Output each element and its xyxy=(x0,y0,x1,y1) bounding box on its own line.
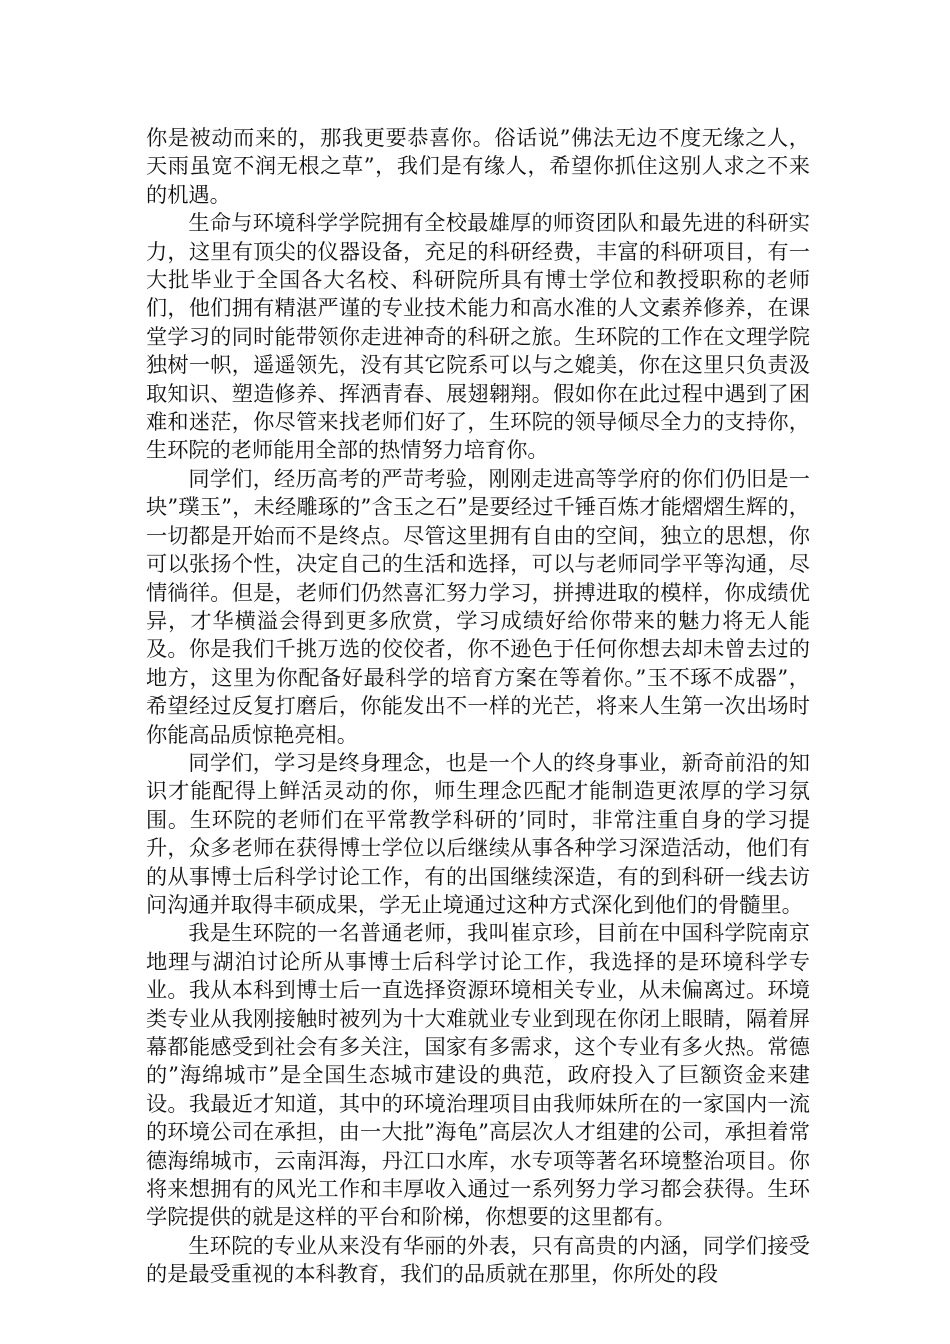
paragraph-1: 你是被动而来的，那我更要恭喜你。俗话说”佛法无边不度无缘之人，天雨虽宽不润无根之草”，我们是有缘人，希望你抓住这别人求之不来的机遇。 xyxy=(146,125,810,207)
paragraph-3: 同学们，经历高考的严苛考验，刚刚走进高等学府的你们仍旧是一块”璞玉”，未经雕琢的”含玉之石”是要经过千锤百炼才能熠熠生辉的，一切都是开始而不是终点。尽管这里拥有自由的空间，独立的思想，你可以张扬个性，决定自己的生活和选择，可以与老师同学平等沟通，尽情徜徉。但是，老师们仍然喜汇努力学习，拼搏进取的模样，你成绩优异，才华横溢会得到更多欣赏，学习成绩好给你带来的魅力将无人能及。你是我们千挑万选的佼佼者，你不逊色于任何你想去却未曾去过的地方，这里为你配备好最科学的培育方案在等着你。”玉不琢不成器”，希望经过反复打磨后，你能发出不一样的光芒，将来人生第一次出场时你能高品质惊艳亮相。 xyxy=(146,465,810,747)
paragraph-2: 生命与环境科学学院拥有全校最雄厚的师资团队和最先进的科研实力，这里有顶尖的仪器设备，充足的科研经费，丰富的科研项目，有一大批毕业于全国各大名校、科研院所具有博士学位和教授职称的老师们，他们拥有精湛严谨的专业技术能力和高水准的人文素养修养，在课堂学习的同时能带领你走进神奇的科研之旅。生环院的工作在文理学院独树一帜，遥遥领先，没有其它院系可以与之媲美，你在这里只负责汲取知识、塑造修养、挥洒青春、展翅翱翔。假如你在此过程中遇到了困难和迷茫，你尽管来找老师们好了，生环院的领导倾尽全力的支持你，生环院的老师能用全部的热情努力培育你。 xyxy=(146,210,810,463)
paragraph-4: 同学们，学习是终身理念，也是一个人的终身事业，新奇前沿的知识才能配得上鲜活灵动的你，师生理念匹配才能制造更浓厚的学习氛围。生环院的老师们在平常教学科研的’同时，非常注重自身的学习提升，众多老师在获得博士学位以后继续从事各种学习深造活动，他们有的从事博士后科学讨论工作，有的出国继续深造，有的到科研一线去访问沟通并取得丰硕成果，学无止境通过这种方式深化到他们的骨髓里。 xyxy=(146,749,810,917)
document-page xyxy=(146,124,810,1289)
paragraph-6: 生环院的专业从来没有华丽的外表，只有高贵的内涵，同学们接受的是最受重视的本科教育，我们的品质就在那里，你所处的段 xyxy=(146,1232,810,1287)
paragraph-5: 我是生环院的一名普通老师，我叫崔京珍，目前在中国科学院南京地理与湖泊讨论所从事博士后科学讨论工作，我选择的是环境科学专业。我从本科到博士后一直选择资源环境相关专业，从未偏离过。环境类专业从我刚接触时被列为十大难就业专业到现在你闭上眼睛，隔着屏幕都能感受到社会有多关注，国家有多需求，这个专业有多火热。常德的”海绵城市”是全国生态城市建设的典范，政府投入了巨额资金来建设。我最近才知道，其中的环境治理项目由我师妹所在的一家国内一流的环境公司在承担，由一大批”海龟”高层次人才组建的公司，承担着常德海绵城市，云南洱海，丹江口水库，水专项等著名环境整治项目。你将来想拥有的风光工作和丰厚收入通过一系列努力学习都会获得。生环学院提供的就是这样的平台和阶梯，你想要的这里都有。 xyxy=(146,920,810,1230)
